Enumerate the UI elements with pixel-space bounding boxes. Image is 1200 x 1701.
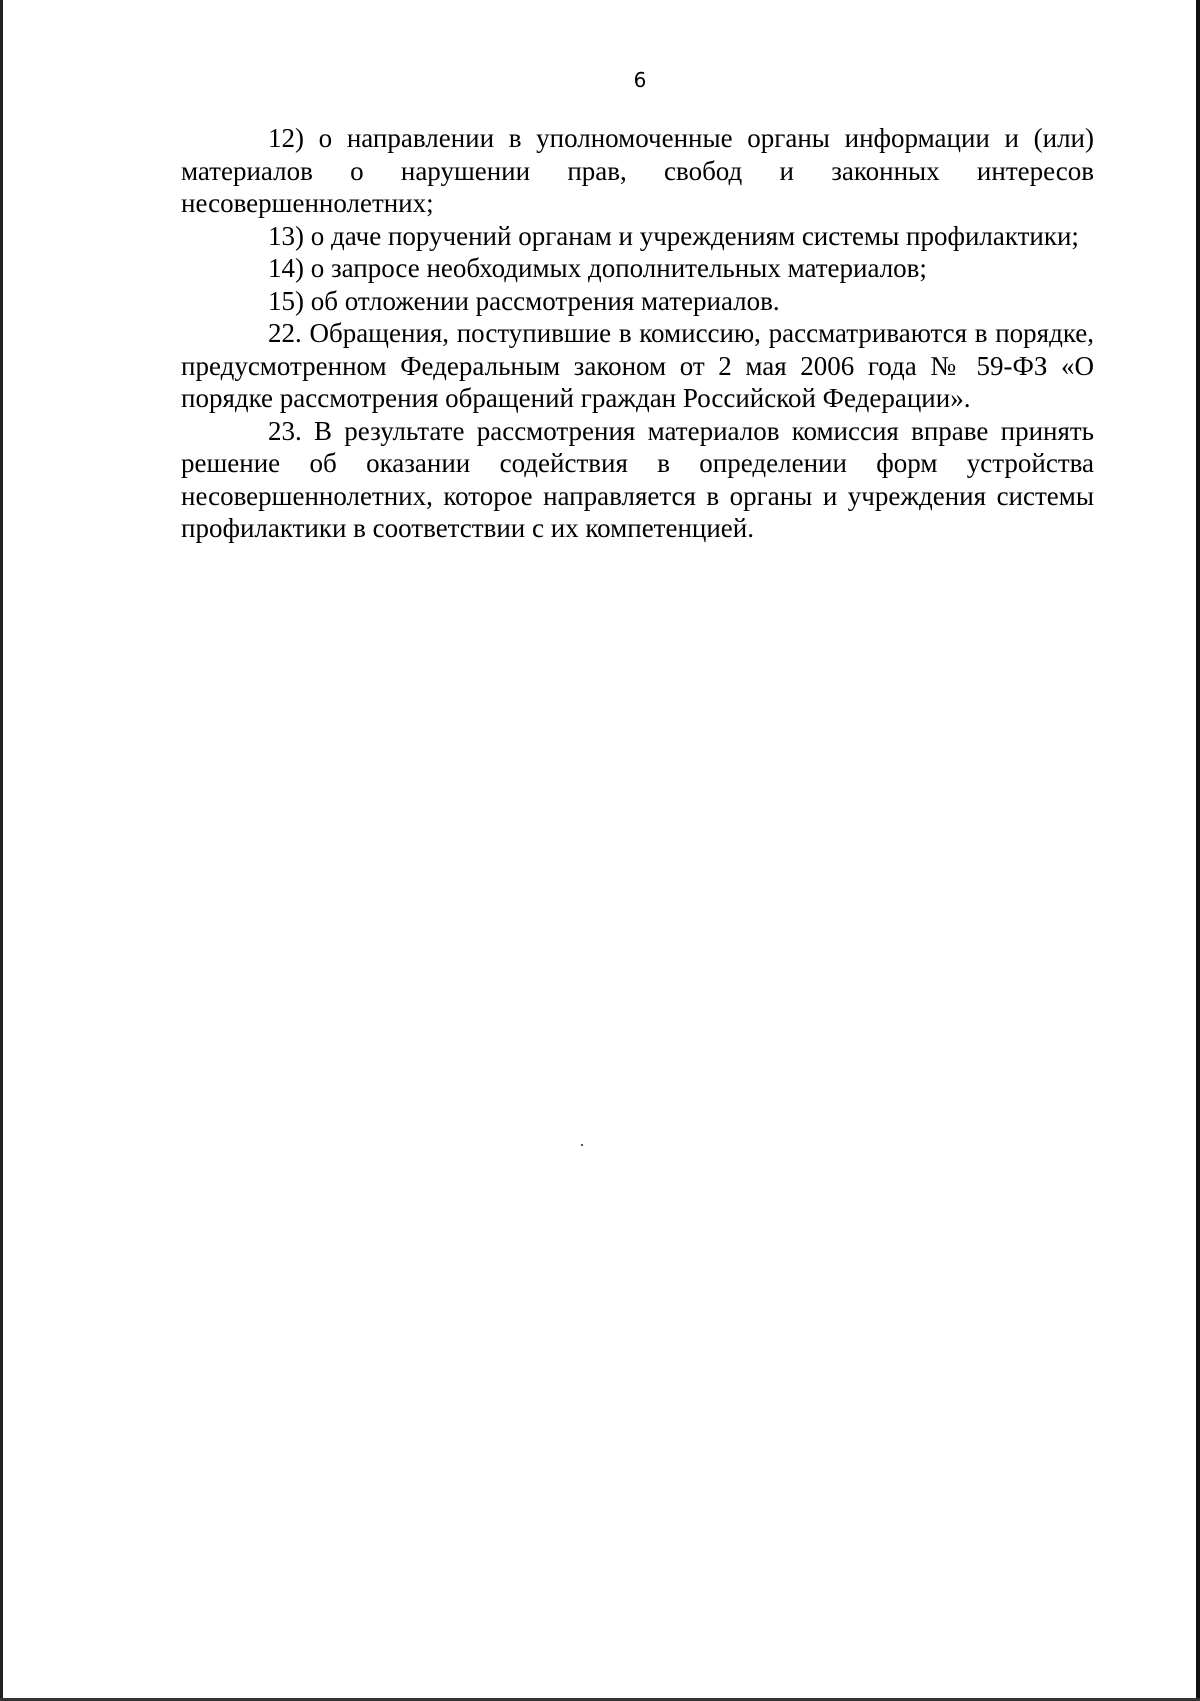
document-body [181, 122, 1094, 545]
list-item-13: 13) о даче поручений органам и учреждениям системы профилактики; [268, 220, 1079, 251]
list-item-12: 12) о направлении в уполномоченные органы информации и (или) материалов о нарушении прав, свобод и законных интересов несовершеннолетних; [181, 123, 1094, 218]
scan-edge-left [0, 0, 3, 1701]
paragraph-23: 23. В результате рассмотрения материалов комиссия вправе принять решение об оказании содействия в определении форм устройства несовершеннолетних, которое направляется в органы и учреждения системы профилактики в соответствии с их компетенцией. [181, 415, 1094, 543]
page-number: 6 [633, 68, 647, 92]
scan-speck [581, 1144, 583, 1146]
list-item-14: 14) о запросе необходимых дополнительных материалов; [268, 253, 927, 283]
list-item-15: 15) об отложении рассмотрения материалов. [268, 285, 780, 316]
scan-edge-right [1196, 0, 1200, 1701]
paragraph-22: 22. Обращения, поступившие в комиссию, рассматриваются в порядке, предусмотренном Федеральным законом от 2 мая 2006 года № 59-ФЗ «О порядке рассмотрения обращений граждан Российской Федерации». [181, 318, 1094, 413]
